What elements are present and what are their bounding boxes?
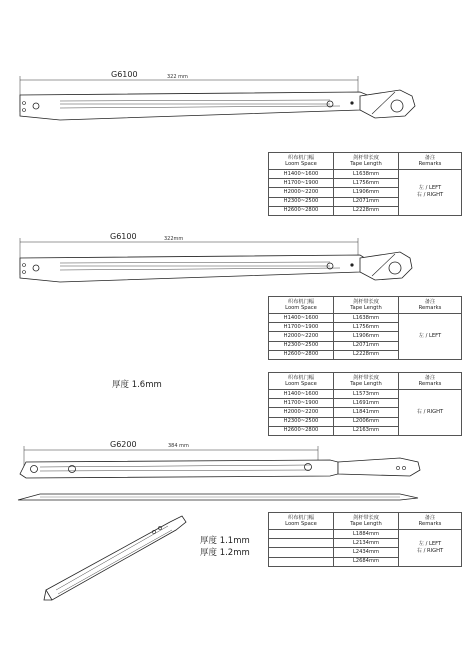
table-header-row bbox=[269, 153, 462, 170]
model-label: G6200 bbox=[110, 440, 137, 449]
thickness-label: 厚度 1.1mm bbox=[200, 536, 250, 546]
table-cell: H1700~1900 bbox=[269, 323, 334, 332]
table-cell: H2600~2800 bbox=[269, 206, 334, 215]
cell-text: 织布机门幅 bbox=[288, 298, 314, 305]
spec-table-4 bbox=[268, 512, 462, 567]
table-row bbox=[269, 530, 462, 539]
remarks-cell: 右 / RIGHT bbox=[399, 390, 462, 436]
cell-text: Tape Length bbox=[350, 305, 382, 311]
table-cell: L1906mm bbox=[334, 188, 399, 197]
table-cell: H1400~1600 bbox=[269, 390, 334, 399]
cell-text: 右 / RIGHT bbox=[416, 547, 444, 554]
cell-text: Loom Space bbox=[285, 161, 317, 167]
table-cell: L1906mm bbox=[334, 332, 399, 341]
spec-table-1 bbox=[268, 152, 462, 216]
cell-text: Tape Length bbox=[350, 161, 382, 167]
table-row bbox=[269, 170, 462, 179]
cell-text: Tape Length bbox=[350, 521, 382, 527]
remarks-cell: 左 / LEFT bbox=[399, 314, 462, 360]
thickness-label: 厚度 1.6mm bbox=[112, 380, 162, 390]
cell-text: 备注 bbox=[424, 298, 436, 305]
cell-text: 左 / LEFT bbox=[418, 185, 442, 192]
table-cell bbox=[269, 530, 334, 539]
table-cell: L2006mm bbox=[334, 417, 399, 426]
table-cell: H2300~2500 bbox=[269, 417, 334, 426]
table-cell: L2228mm bbox=[334, 350, 399, 359]
table-cell bbox=[269, 557, 334, 566]
table-cell: H1400~1600 bbox=[269, 314, 334, 323]
cell-text: Remarks bbox=[418, 305, 442, 311]
table-cell bbox=[399, 297, 462, 314]
table-cell: H2000~2200 bbox=[269, 408, 334, 417]
table-cell: H2000~2200 bbox=[269, 332, 334, 341]
table-cell: H2300~2500 bbox=[269, 197, 334, 206]
cell-text: 剑杆带长度 bbox=[353, 514, 379, 521]
table-row bbox=[269, 314, 462, 323]
cell-text: Remarks bbox=[418, 381, 442, 387]
cell-text: Loom Space bbox=[285, 381, 317, 387]
remarks-cell bbox=[399, 530, 462, 567]
spec-table-2 bbox=[268, 296, 462, 360]
table-cell: H1400~1600 bbox=[269, 170, 334, 179]
table-cell: L1573mm bbox=[334, 390, 399, 399]
cell-text: Loom Space bbox=[285, 305, 317, 311]
dimension-label: 322 mm bbox=[167, 74, 188, 80]
model-label: G6100 bbox=[111, 70, 138, 79]
table-cell bbox=[399, 373, 462, 390]
cell-text: Loom Space bbox=[285, 521, 317, 527]
cell-text: 剑杆带长度 bbox=[353, 374, 379, 381]
table-cell: H1700~1900 bbox=[269, 399, 334, 408]
table-cell: L1841mm bbox=[334, 408, 399, 417]
table-cell: L1691mm bbox=[334, 399, 399, 408]
cell-text: 备注 bbox=[424, 514, 436, 521]
table-cell: H2600~2800 bbox=[269, 426, 334, 435]
cell-text: 织布机门幅 bbox=[288, 374, 314, 381]
table-cell: L1884mm bbox=[334, 530, 399, 539]
table-cell: H1700~1900 bbox=[269, 179, 334, 188]
table-cell: L2134mm bbox=[334, 539, 399, 548]
table-cell: L2071mm bbox=[334, 197, 399, 206]
table-cell bbox=[269, 513, 334, 530]
table-cell bbox=[269, 539, 334, 548]
table-cell bbox=[269, 297, 334, 314]
cell-text: 备注 bbox=[424, 154, 436, 161]
table-cell: L1756mm bbox=[334, 179, 399, 188]
header-loom bbox=[269, 153, 334, 170]
cell-text: 织布机门幅 bbox=[288, 514, 314, 521]
table-header-row bbox=[269, 373, 462, 390]
table-cell: L2228mm bbox=[334, 206, 399, 215]
cell-text: 织布机门幅 bbox=[288, 154, 314, 161]
remarks-cell bbox=[399, 170, 462, 216]
table-cell: H2600~2800 bbox=[269, 350, 334, 359]
cell-text: 左 / LEFT bbox=[418, 540, 442, 547]
cell-text: 右 / RIGHT bbox=[416, 192, 444, 199]
table-cell: H2000~2200 bbox=[269, 188, 334, 197]
header-remarks bbox=[399, 153, 462, 170]
model-label: G6100 bbox=[110, 232, 137, 241]
cell-text: Remarks bbox=[418, 521, 442, 527]
table-header-row bbox=[269, 513, 462, 530]
table-cell: L1756mm bbox=[334, 323, 399, 332]
table-cell bbox=[334, 373, 399, 390]
header-tape bbox=[334, 153, 399, 170]
cell-text: Remarks bbox=[418, 161, 442, 167]
table-cell bbox=[334, 297, 399, 314]
table-row bbox=[269, 390, 462, 399]
cell-text: 剑杆带长度 bbox=[353, 154, 379, 161]
table-header-row bbox=[269, 297, 462, 314]
dimension-label: 384 mm bbox=[168, 443, 189, 449]
table-cell bbox=[399, 513, 462, 530]
dimension-label: 322mm bbox=[164, 236, 184, 242]
spec-table-3 bbox=[268, 372, 462, 436]
table-cell: L2071mm bbox=[334, 341, 399, 350]
table-cell bbox=[269, 373, 334, 390]
cell-text: 备注 bbox=[424, 374, 436, 381]
table-cell bbox=[334, 513, 399, 530]
table-cell: H2300~2500 bbox=[269, 341, 334, 350]
table-cell: L2163mm bbox=[334, 426, 399, 435]
table-cell: L2434mm bbox=[334, 548, 399, 557]
table-cell: L2684mm bbox=[334, 557, 399, 566]
cell-text: Tape Length bbox=[350, 381, 382, 387]
thickness-label: 厚度 1.2mm bbox=[200, 548, 250, 558]
cell-text: 剑杆带长度 bbox=[353, 298, 379, 305]
table-cell: L1638mm bbox=[334, 170, 399, 179]
table-cell bbox=[269, 548, 334, 557]
table-cell: L1638mm bbox=[334, 314, 399, 323]
